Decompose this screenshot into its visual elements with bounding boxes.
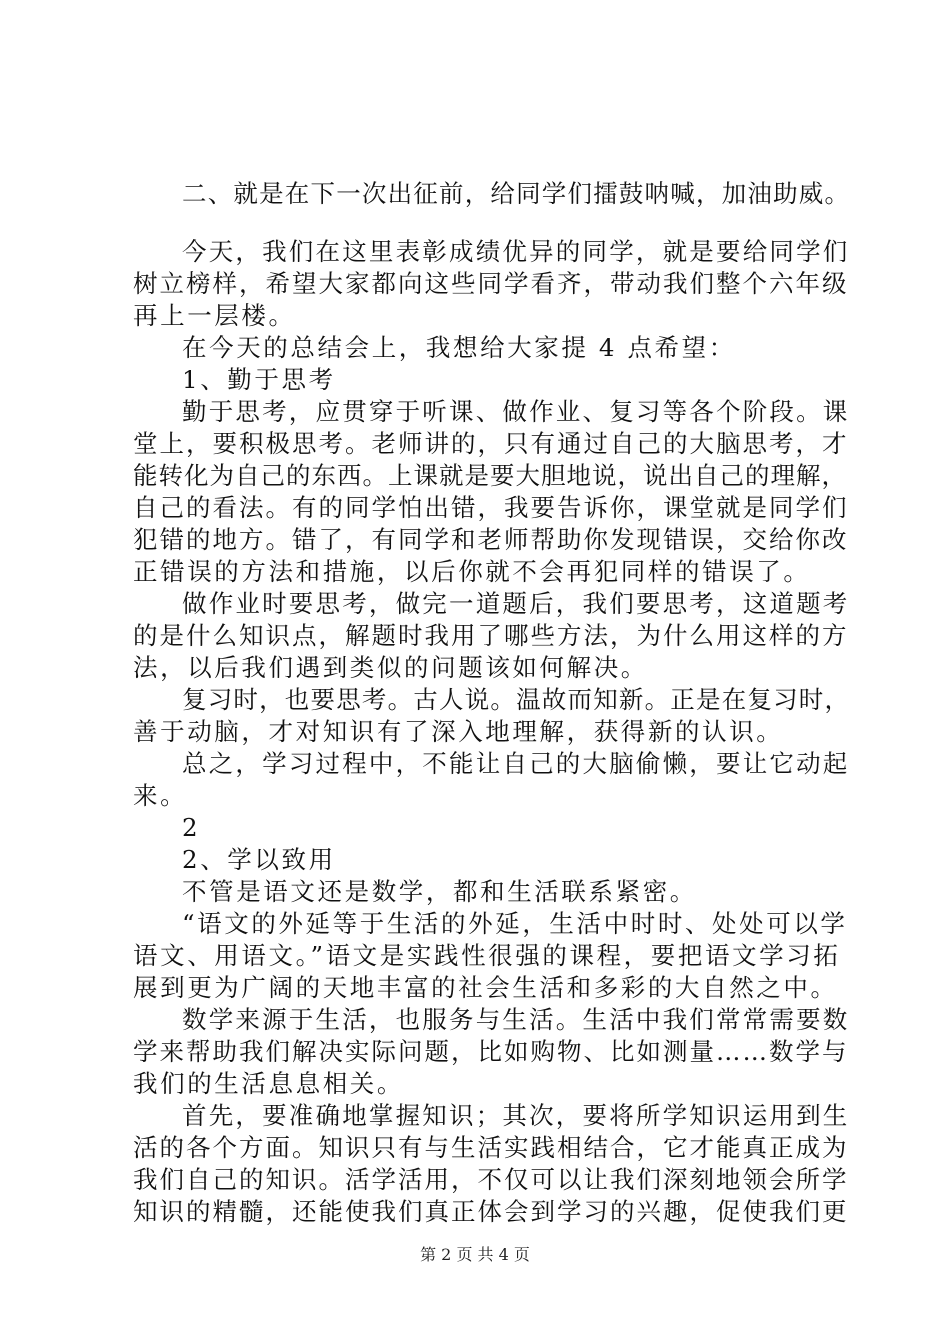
- paragraph-line: 在今天的总结会上，我想给大家提 4 点希望：: [182, 333, 736, 362]
- paragraph-line: 数学来源于生活，也服务与生活。生活中我们常常需要数: [182, 1005, 850, 1034]
- paragraph-line: 树立榜样，希望大家都向这些同学看齐，带动我们整个六年级: [133, 269, 849, 298]
- paragraph-line: 不管是语文还是数学，都和生活联系紧密。: [182, 877, 697, 906]
- paragraph-line: 堂上，要积极思考。老师讲的，只有通过自己的大脑思考，才: [133, 429, 849, 458]
- paragraph-line: 我们自己的知识。活学活用，不仅可以让我们深刻地领会所学: [133, 1165, 849, 1194]
- paragraph-line: 二、就是在下一次出征前，给同学们擂鼓呐喊，加油助威。: [182, 179, 851, 208]
- paragraph-line: 复习时，也要思考。古人说。温故而知新。正是在复习时，: [182, 685, 851, 714]
- paragraph-line: 做作业时要思考，做完一道题后，我们要思考，这道题考: [182, 589, 850, 618]
- paragraph-line: 首先，要准确地掌握知识；其次，要将所学知识运用到生: [182, 1101, 850, 1130]
- paragraph-line: 知识的精髓，还能使我们真正体会到学习的兴趣，促使我们更: [133, 1197, 849, 1226]
- paragraph-line: 再上一层楼。: [133, 301, 296, 330]
- paragraph-line: 善于动脑，才对知识有了深入地理解，获得新的认识。: [133, 717, 784, 746]
- paragraph-line: 展到更为广阔的天地丰富的社会生活和多彩的大自然之中。: [133, 973, 838, 1002]
- paragraph-line: 学来帮助我们解决实际问题，比如购物、比如测量……数学与: [133, 1037, 849, 1066]
- paragraph-line: 总之，学习过程中，不能让自己的大脑偷懒，要让它动起: [182, 749, 850, 778]
- paragraph-line: 犯错的地方。错了，有同学和老师帮助你发现错误，交给你改: [133, 525, 849, 554]
- paragraph-line: 勤于思考，应贯穿于听课、做作业、复习等各个阶段。课: [182, 397, 850, 426]
- paragraph-line: 今天，我们在这里表彰成绩优异的同学，就是要给同学们: [182, 237, 850, 266]
- paragraph-line: 正错误的方法和措施，以后你就不会再犯同样的错误了。: [133, 557, 811, 586]
- paragraph-line: 语文、用语文。”语文是实践性很强的课程，要把语文学习拓: [133, 941, 841, 970]
- paragraph-line: 的是什么知识点，解题时我用了哪些方法，为什么用这样的方: [133, 621, 849, 650]
- paragraph-line: 来。: [133, 781, 188, 810]
- paragraph-line: 自己的看法。有的同学怕出错，我要告诉你，课堂就是同学们: [133, 493, 849, 522]
- page-footer: 第 2 页 共 4 页: [420, 1245, 530, 1264]
- paragraph-line: 能转化为自己的东西。上课就是要大胆地说，说出自己的理解，: [133, 461, 847, 490]
- paragraph-line: 法，以后我们遇到类似的问题该如何解决。: [133, 653, 648, 682]
- paragraph-line: 活的各个方面。知识只有与生活实践相结合，它才能真正成为: [133, 1133, 849, 1162]
- paragraph-line: “语文的外延等于生活的外延，生活中时时、处处可以学: [182, 909, 848, 938]
- stray-number: 2: [182, 813, 201, 842]
- section-heading: 2、学以致用: [182, 845, 336, 874]
- section-heading: 1、勤于思考: [182, 365, 336, 394]
- paragraph-line: 我们的生活息息相关。: [133, 1069, 404, 1098]
